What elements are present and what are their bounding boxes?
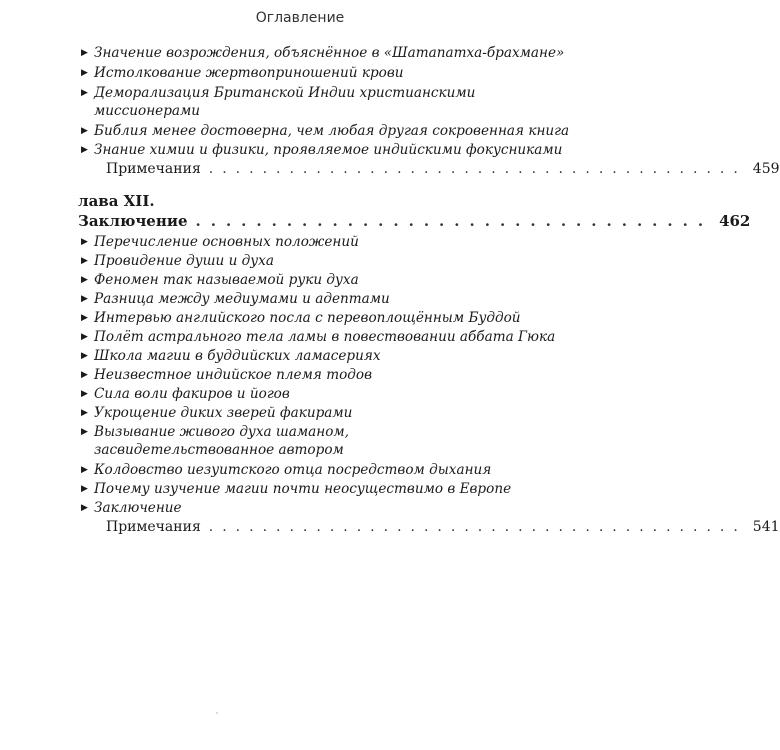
toc-entry[interactable] xyxy=(81,423,514,459)
toc-entry-label: Феномен так называемой руки духа xyxy=(94,272,359,288)
toc-entry[interactable] xyxy=(81,252,524,270)
toc-entry-label: Провидение души и духа xyxy=(94,253,274,269)
bullet-arrow-icon: ▶ xyxy=(81,465,88,475)
toc-entry[interactable] xyxy=(81,141,563,159)
chapter-title: Заключение xyxy=(78,212,188,230)
toc-entry-label: Значение возрождения, объяснённое в «Шатапатха-брахмане» xyxy=(94,45,565,61)
toc-entry[interactable] xyxy=(81,480,524,498)
bullet-arrow-icon: ▶ xyxy=(81,408,88,418)
toc-entry[interactable] xyxy=(81,309,524,327)
toc-entry[interactable] xyxy=(81,233,524,251)
toc-entry-label: Заключение xyxy=(94,500,182,516)
running-head: Оглавление xyxy=(255,10,345,26)
toc-entry-label: Колдовство иезуитского отца посредством дыхания xyxy=(94,462,492,478)
bullet-arrow-icon: ▶ xyxy=(81,389,88,399)
toc-entry[interactable] xyxy=(81,385,524,403)
bullet-arrow-icon: ▶ xyxy=(81,332,88,342)
toc-entry-label: Разница между медиумами и адептами xyxy=(94,291,390,307)
toc-entry[interactable] xyxy=(81,64,524,82)
toc-entry-label: Деморализация Британской Индии христианскими миссионерами xyxy=(94,85,476,119)
toc-entry-label: Вызывание живого духа шаманом, засвидетельствованное автором xyxy=(94,424,349,458)
toc-entry-label: Полёт астрального тела ламы в повествовании аббата Гюка xyxy=(94,329,556,345)
toc-entry-label: Библия менее достоверна, чем любая другая сокровенная книга xyxy=(94,123,570,139)
bullet-arrow-icon: ▶ xyxy=(81,88,88,98)
dot-leader: ........................................ xyxy=(208,161,747,177)
notes-entry[interactable] xyxy=(106,518,780,536)
dot-leader: ........................................ xyxy=(208,519,747,535)
toc-entry[interactable] xyxy=(81,461,524,479)
bullet-arrow-icon: ▶ xyxy=(81,313,88,323)
toc-entry[interactable] xyxy=(81,44,565,62)
chapter-number: лава XII. xyxy=(78,192,155,210)
bullet-arrow-icon: ▶ xyxy=(81,370,88,380)
page-number: 541 xyxy=(752,519,780,535)
bullet-arrow-icon: ▶ xyxy=(81,48,88,58)
toc-entry-label: Неизвестное индийское племя тодов xyxy=(94,367,372,383)
bullet-arrow-icon: ▶ xyxy=(81,256,88,266)
notes-entry[interactable] xyxy=(106,160,780,178)
bullet-arrow-icon: ▶ xyxy=(81,68,88,78)
toc-entry[interactable] xyxy=(81,290,524,308)
bullet-arrow-icon: ▶ xyxy=(81,351,88,361)
toc-entry[interactable] xyxy=(81,347,524,365)
dot-leader: .................................. xyxy=(195,212,714,230)
toc-entry-label: Школа магии в буддийских ламасериях xyxy=(94,348,381,364)
toc-entry[interactable] xyxy=(81,499,524,517)
bullet-arrow-icon: ▶ xyxy=(81,503,88,513)
toc-entry[interactable] xyxy=(81,271,524,289)
chapter-heading[interactable] xyxy=(78,211,751,231)
bullet-arrow-icon: ▶ xyxy=(81,145,88,155)
notes-label: Примечания xyxy=(106,519,201,535)
toc-entry[interactable] xyxy=(81,84,514,120)
toc-entry[interactable] xyxy=(81,366,524,384)
bullet-arrow-icon: ▶ xyxy=(81,275,88,285)
toc-entry-label: Укрощение диких зверей факирами xyxy=(94,405,353,421)
bullet-arrow-icon: ▶ xyxy=(81,237,88,247)
chapter-page-number: 462 xyxy=(719,212,751,230)
toc-entry[interactable] xyxy=(81,404,524,422)
toc-entry-label: Знание химии и физики, проявляемое индийскими фокусниками xyxy=(94,142,563,158)
toc-entry-label: Интервью английского посла с перевоплощённым Буддой xyxy=(94,310,521,326)
bullet-arrow-icon: ▶ xyxy=(81,484,88,494)
scan-speck xyxy=(216,712,218,714)
toc-entry-label: Перечисление основных положений xyxy=(94,234,359,250)
bullet-arrow-icon: ▶ xyxy=(81,126,88,136)
toc-entry-label: Почему изучение магии почти неосуществимо в Европе xyxy=(94,481,512,497)
notes-label: Примечания xyxy=(106,161,201,177)
toc-entry-label: Сила воли факиров и йогов xyxy=(94,386,290,402)
bullet-arrow-icon: ▶ xyxy=(81,427,88,437)
toc-entry[interactable] xyxy=(81,328,556,346)
page-number: 459 xyxy=(752,161,780,177)
bullet-arrow-icon: ▶ xyxy=(81,294,88,304)
toc-entry[interactable] xyxy=(81,122,570,140)
toc-entry-label: Истолкование жертвоприношений крови xyxy=(94,65,404,81)
